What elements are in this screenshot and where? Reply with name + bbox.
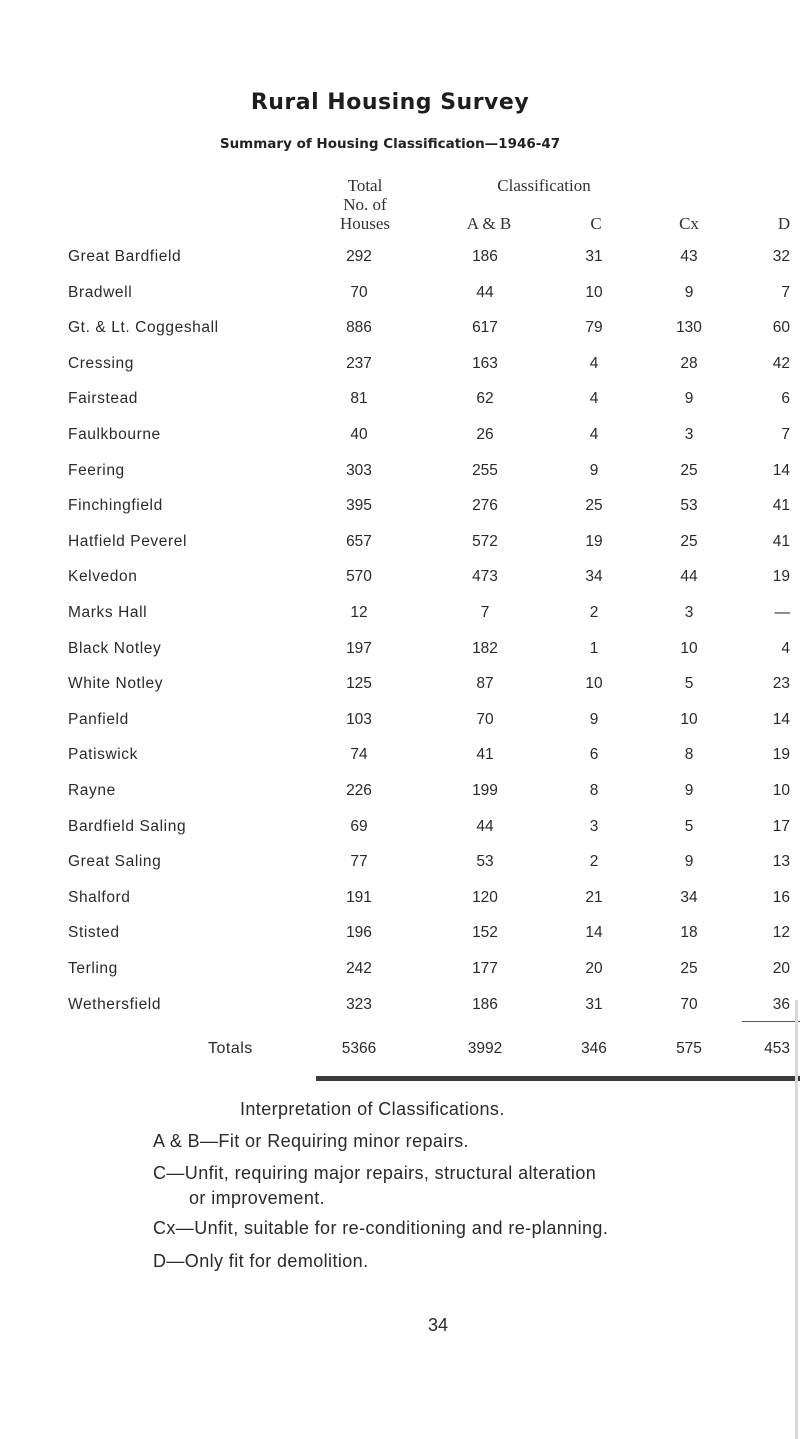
row-ab: 186 [472, 995, 498, 1013]
row-parish-name: Hatfield Peverel [68, 532, 188, 550]
row-parish-name: Bardfield Saling [68, 817, 187, 835]
row-c: 19 [585, 532, 603, 550]
row-ab: 87 [476, 675, 494, 693]
row-parish-name: Kelvedon [68, 568, 138, 586]
row-ab: 276 [472, 497, 498, 515]
row-total: 395 [346, 497, 372, 515]
row-total: 12 [350, 604, 368, 621]
row-cx: 130 [676, 319, 702, 337]
table-row [0, 996, 800, 1020]
legend-heading: Interpretation of Classifications. [240, 1099, 505, 1119]
row-d: 10 [772, 782, 790, 799]
table-row [0, 248, 800, 272]
row-cx: 34 [680, 888, 698, 906]
row-d: 19 [772, 746, 790, 764]
row-c: 4 [589, 426, 599, 443]
row-total: 226 [346, 782, 372, 799]
row-ab: 44 [476, 817, 494, 835]
row-cx: 43 [680, 248, 698, 265]
table-row [0, 675, 800, 699]
row-cx: 10 [680, 710, 698, 728]
legend-d: D—Only fit for demolition. [153, 1251, 369, 1271]
row-d: 17 [772, 817, 790, 835]
row-total: 81 [350, 390, 368, 408]
row-d: 19 [772, 568, 790, 586]
totals-label: Totals [208, 1040, 253, 1057]
row-ab: 26 [476, 426, 494, 443]
row-cx: 28 [680, 354, 698, 372]
row-d: 42 [772, 354, 790, 372]
table-row [0, 853, 800, 877]
row-total: 196 [346, 924, 372, 942]
row-cx: 9 [684, 283, 694, 301]
row-ab: 120 [472, 888, 498, 906]
row-ab: 62 [476, 390, 494, 408]
row-parish-name: Black Notley [68, 639, 162, 657]
row-cx: 25 [680, 461, 698, 479]
row-parish-name: Cressing [68, 354, 134, 372]
row-d: 32 [772, 248, 790, 265]
row-total: 292 [346, 248, 372, 265]
row-d: 36 [772, 995, 790, 1013]
row-c: 21 [585, 888, 603, 906]
row-total: 77 [350, 853, 368, 871]
row-c: 9 [589, 461, 599, 479]
row-parish-name: Stisted [68, 924, 120, 942]
row-cx: 3 [684, 604, 694, 621]
row-c: 10 [585, 675, 603, 693]
totals-bottom-rule [316, 1076, 800, 1081]
table-row [0, 390, 800, 414]
header-col-c: C [590, 214, 602, 233]
row-total: 125 [346, 675, 372, 693]
row-c: 20 [585, 960, 603, 977]
row-ab: 572 [472, 532, 498, 550]
row-d: 12 [772, 924, 790, 942]
row-d: 13 [772, 853, 790, 871]
row-c: 8 [589, 782, 599, 799]
totals-top-rule [742, 1021, 800, 1022]
row-c: 14 [585, 924, 603, 942]
page-number: 34 [427, 1315, 449, 1335]
row-parish-name: Faulkbourne [68, 426, 161, 443]
row-c: 3 [589, 817, 599, 835]
row-ab: 182 [472, 639, 498, 657]
table-row [0, 960, 800, 984]
table-row [0, 568, 800, 592]
row-cx: 9 [684, 853, 694, 871]
totals-c: 346 [581, 1040, 607, 1057]
row-cx: 70 [680, 995, 698, 1013]
row-c: 31 [585, 995, 603, 1013]
table-row [0, 746, 800, 770]
row-cx: 10 [680, 639, 698, 657]
table-row [0, 711, 800, 735]
row-total: 570 [346, 568, 372, 586]
table-row [0, 924, 800, 948]
row-ab: 473 [472, 568, 498, 586]
row-parish-name: Terling [68, 960, 118, 977]
row-ab: 7 [480, 604, 490, 621]
totals-d: 453 [764, 1040, 790, 1057]
row-c: 6 [589, 746, 599, 764]
row-parish-name: Great Bardfield [68, 248, 182, 265]
row-d: 6 [781, 390, 790, 408]
header-total-houses [300, 176, 430, 233]
row-d: 23 [772, 675, 790, 693]
row-total: 657 [346, 532, 372, 550]
row-total: 303 [346, 461, 372, 479]
row-parish-name: Great Saling [68, 853, 162, 871]
row-ab: 255 [472, 461, 498, 479]
row-c: 9 [589, 710, 599, 728]
table-row [0, 319, 800, 343]
row-total: 886 [346, 319, 372, 337]
row-c: 4 [589, 354, 599, 372]
page-edge-shadow [795, 1000, 798, 1439]
header-col-d: D [777, 214, 791, 233]
row-cx: 9 [684, 782, 694, 799]
table-row [0, 818, 800, 842]
table-row [0, 640, 800, 664]
row-cx: 25 [680, 532, 698, 550]
row-c: 25 [585, 497, 603, 515]
row-ab: 70 [476, 710, 494, 728]
row-parish-name: Bradwell [68, 283, 133, 301]
table-row [0, 426, 800, 450]
row-d: 20 [772, 960, 790, 977]
row-c: 4 [589, 390, 599, 408]
legend-c-line1: C—Unfit, requiring major repairs, structural alteration [153, 1163, 597, 1183]
row-c: 2 [589, 853, 599, 871]
row-total: 103 [346, 710, 372, 728]
row-ab: 152 [472, 924, 498, 942]
header-classification: Classification [497, 176, 591, 195]
row-d: 4 [781, 639, 790, 657]
legend-cx: Cx—Unfit, suitable for re-conditioning and re-planning. [153, 1218, 609, 1238]
row-cx: 25 [680, 960, 698, 977]
row-parish-name: White Notley [68, 675, 164, 693]
row-c: 34 [585, 568, 603, 586]
row-ab: 199 [472, 782, 498, 799]
row-parish-name: Wethersfield [68, 995, 162, 1013]
row-parish-name: Rayne [68, 782, 116, 799]
legend-c-line2: or improvement. [189, 1188, 326, 1208]
page-subtitle: Summary of Housing Classification—1946-47 [219, 136, 561, 152]
table-row [0, 355, 800, 379]
row-total: 40 [350, 426, 368, 443]
row-ab: 186 [472, 248, 498, 265]
row-parish-name: Marks Hall [68, 604, 148, 621]
row-ab: 163 [472, 354, 498, 372]
row-c: 1 [589, 639, 599, 657]
row-d: 41 [772, 532, 790, 550]
row-cx: 3 [684, 426, 694, 443]
row-d: 14 [772, 710, 790, 728]
row-parish-name: Feering [68, 461, 125, 479]
row-ab: 177 [472, 960, 498, 977]
row-cx: 8 [684, 746, 694, 764]
row-cx: 9 [684, 390, 694, 408]
table-row [0, 533, 800, 557]
row-parish-name: Patiswick [68, 746, 138, 764]
legend-ab: A & B—Fit or Requiring minor repairs. [153, 1131, 469, 1151]
table-row [0, 284, 800, 308]
row-parish-name: Finchingfield [68, 497, 163, 515]
row-total: 70 [350, 283, 368, 301]
header-total-line1: Total [347, 176, 383, 195]
row-d: — [774, 604, 790, 621]
header-total-line2: No. of [343, 195, 387, 214]
row-c: 10 [585, 283, 603, 301]
table-row [0, 462, 800, 486]
row-cx: 5 [684, 817, 694, 835]
header-col-cx: Cx [679, 214, 699, 233]
row-c: 2 [589, 604, 599, 621]
header-total-line3: Houses [339, 214, 391, 233]
table-row [0, 604, 800, 628]
row-parish-name: Fairstead [68, 390, 139, 408]
row-d: 7 [781, 426, 790, 443]
row-total: 323 [346, 995, 372, 1013]
row-c: 31 [585, 248, 603, 265]
row-d: 14 [772, 461, 790, 479]
row-ab: 617 [472, 319, 498, 337]
totals-row [0, 1040, 800, 1064]
totals-cx: 575 [676, 1040, 702, 1057]
row-total: 69 [350, 817, 368, 835]
table-row [0, 497, 800, 521]
row-parish-name: Panfield [68, 710, 129, 728]
row-total: 74 [350, 746, 368, 764]
totals-ab: 3992 [467, 1040, 503, 1057]
row-cx: 18 [680, 924, 698, 942]
row-d: 60 [772, 319, 790, 337]
header-col-ab: A & B [466, 214, 512, 233]
row-c: 79 [585, 319, 603, 337]
row-parish-name: Shalford [68, 888, 131, 906]
row-total: 191 [346, 888, 372, 906]
row-cx: 53 [680, 497, 698, 515]
row-d: 41 [772, 497, 790, 515]
row-ab: 44 [476, 283, 494, 301]
row-ab: 41 [476, 746, 494, 764]
page-title: Rural Housing Survey [250, 90, 530, 115]
row-parish-name: Gt. & Lt. Coggeshall [68, 319, 219, 337]
row-cx: 44 [680, 568, 698, 586]
totals-total: 5366 [341, 1040, 377, 1057]
row-d: 7 [781, 283, 790, 301]
table-row [0, 889, 800, 913]
row-ab: 53 [476, 853, 494, 871]
row-cx: 5 [684, 675, 694, 693]
table-row [0, 782, 800, 806]
row-total: 242 [346, 960, 372, 977]
row-total: 197 [346, 639, 372, 657]
row-total: 237 [346, 354, 372, 372]
row-d: 16 [772, 888, 790, 906]
